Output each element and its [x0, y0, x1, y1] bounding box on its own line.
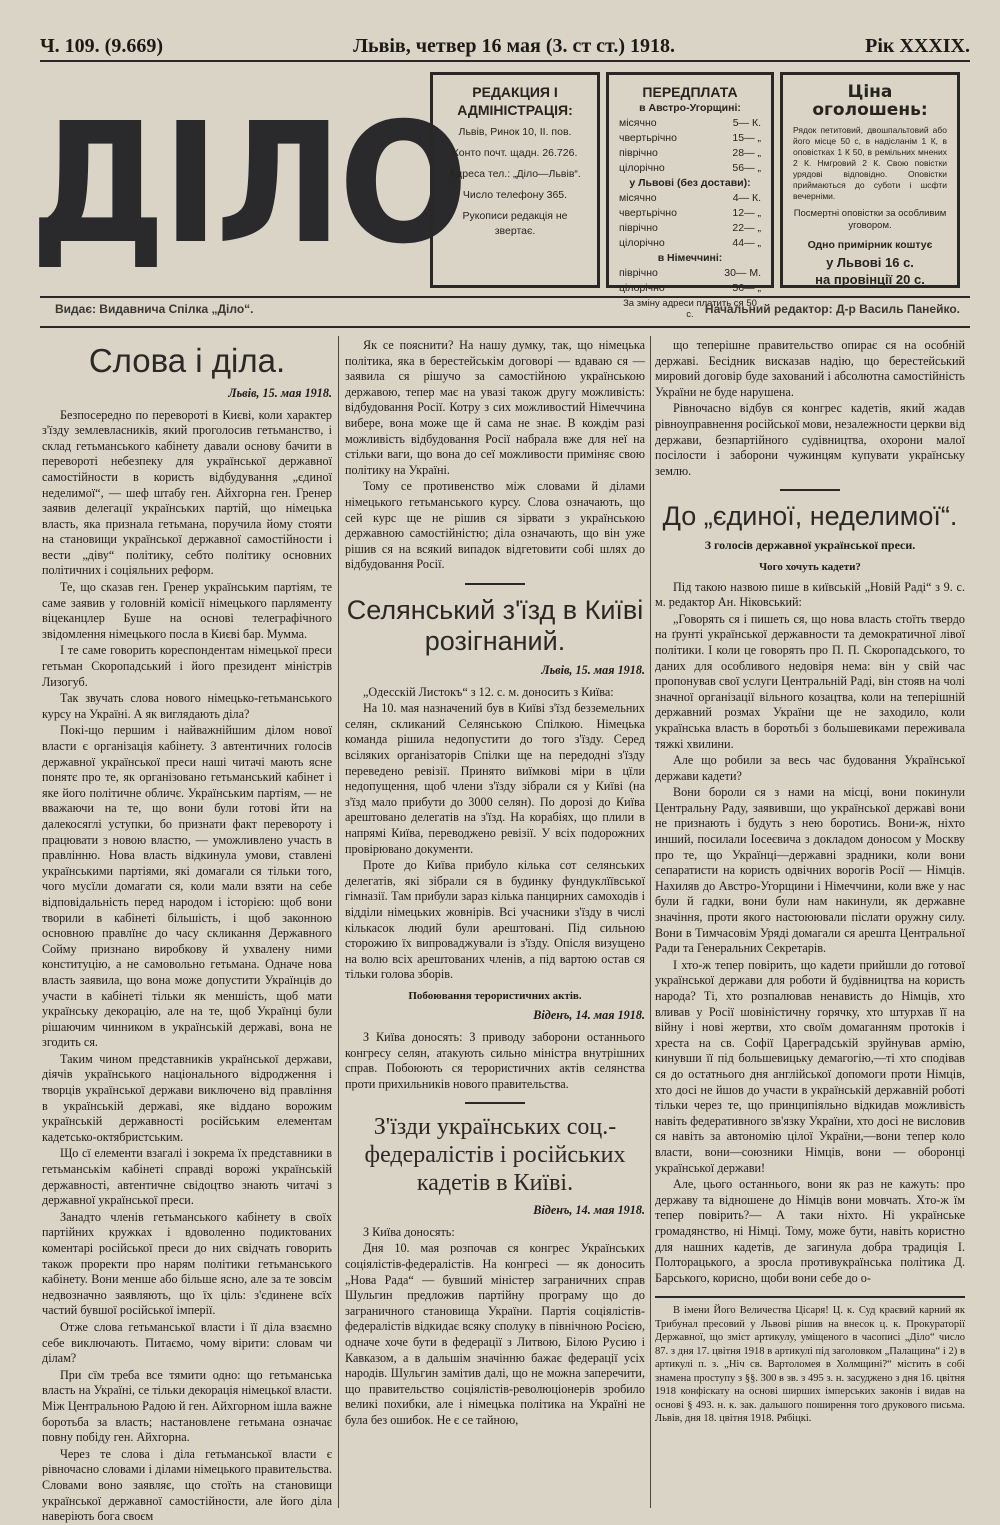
issue-number: Ч. 109. (9.669)	[40, 34, 163, 57]
subscription-box	[606, 72, 774, 320]
top-info-line	[40, 32, 970, 62]
price-value: 56— „	[732, 282, 761, 294]
paragraph: Але що робили за весь час будовання Української держави кадети?	[655, 753, 965, 783]
paragraph: Вони бороли ся з нами на місці, вони покинули Центральну Раду, заявивши, що української державі вони не признають і будуть з нею боротись. Вони-ж, ніхто инший, посилали Іосеєвича з докладом доносом у Москву про те, що Українці—державні зрадники, коли вони сепаратисти на користь одвічних ворогів Росії — Німців. Нахиляв до Австро-Угорщини і Німеччини, коли вже у нас були й гадки, вони були нам накинули, як державне значіння, проти якого настоюювали післати оружну силу. Вони в Тимчасовім Уряді домагали ся арешта Центральної Ради та Генеральних Секретарів.	[655, 785, 965, 956]
ads-rates: Рядок петитовий, двошпальтовий або його місце 50 с, в надісланім 1 К, в оповістках 1 К 50, в ремільних мнених 2 К. Нмгровий 2 К. Свою повістки урядові відповідно. Оповістки приймаються до суботи і шсфти вечерніми.	[793, 125, 947, 201]
subscription-title: ПЕРЕДПЛАТА	[642, 84, 738, 100]
price-row	[619, 236, 761, 251]
paragraph: Тому се противенство між словами й ділами німецького гетьманського курсу. Слова означають, що сей курс ще не рішив ся зірвати з українською державною самостійністю; діла означають, що він уже рішив ся на всякий випадок відгетовити собі шлях до відбудовання Росії.	[345, 479, 645, 572]
article-subtitle: З голосів державної української преси.	[704, 538, 916, 553]
paragraph: „Одесскій Листокъ“ з 12. с. м. доносить з Київа:	[363, 684, 614, 699]
redaction-telegraph: Адреса тел.: „Діло—Львів“.	[449, 168, 581, 180]
subscription-austria-rows	[619, 116, 761, 176]
paragraph: „Говорять ся і пишеть ся, що нова власть стоїть твердо на ґрунті української державности та демократичної лівої політики. І коли це говорять про П. П. Скоропадського, то даних для особливого недовіря нема: він у свій час пропонував свої услуги Центральній Раді, він стояв на чолі значної організації вільного козацтва, коли на теперішній державний розмах України ще не заходило, коли українська власть в боротьбі з большевиками переживала тяжкі хвилини.	[655, 611, 965, 751]
redaction-account: Конто почт. щадн. 26.726.	[452, 147, 578, 159]
price-row	[619, 221, 761, 236]
section-divider	[465, 1102, 525, 1104]
article-dateline: Віденъ, 14. мая 1918.	[533, 1008, 645, 1023]
ads-box	[780, 72, 960, 288]
subscription-lviv-title: у Львові (без достави):	[629, 177, 751, 189]
price-period: цілорічно	[619, 282, 665, 294]
subscription-germany-rows	[619, 266, 761, 296]
price-row	[619, 191, 761, 206]
subscription-note: За зміну адреси платить ся 50 с.	[623, 298, 757, 320]
article-dateline: Віденъ, 14. мая 1918.	[533, 1203, 645, 1218]
paragraph: З Київа доносять:	[363, 1224, 455, 1239]
price-value: 15— „	[732, 132, 761, 144]
redaction-note: Рукописи редакція не звертає.	[462, 210, 568, 237]
subscription-lviv-rows	[619, 191, 761, 251]
price-row	[619, 131, 761, 146]
issue-year: Рік XXXIX.	[865, 34, 970, 57]
paragraph: Рівночасно відбув ся конгрес кадетів, який жадав рівноуправнення російської мови, незалежности церкви від держави, безпартійного судівництва, охорони малої посілости і заборони чужинцям купувати українську землю.	[655, 401, 965, 478]
paragraph: Отже слова гетьманської власти і її діла взаємно себе виключають. Питаємо, чому вірити: словам чи ділам?	[42, 1319, 332, 1366]
subscription-germany-title: в Німеччині:	[657, 252, 723, 264]
masthead-divider	[40, 296, 970, 298]
masthead-title: ДІЛО	[30, 88, 465, 281]
paragraph: Занадто членів гетьманського кабінету в своїх партійних кружках і вдоволенно подиктованих коментарі російської преси до них свідчать говорить також проректи про нарям політики гетьманського кабінету. Вони менше або більше ясно, але за те зовсім недвозначно заявляють, що їх ціль: з'єдинене всїх частий бувшої російської імперії.	[42, 1209, 332, 1318]
redaction-title: РЕДАКЦИЯ І АДМІНІСТРАЦІЯ:	[457, 84, 573, 118]
column-2	[345, 338, 645, 1508]
paragraph: При сїм треба все тямити одно: що гетьманська власть на Україні, се тільки декорація німецької власти. Між Центральною Радою й ген. Айхгорном ішла важне боротьба за власть; настановлене гетьмана означає повну побіду ген. Айхгорна.	[42, 1367, 332, 1445]
paragraph: Але, цього останнього, вони як раз не кажуть: про державу та відношене до Німців вони мовчать. Хто-ж їм тепер повірить?— А таки ніхто. Ні українське громадянство, ні Німці. Тому, може бути, навіть користно для нашних кадетів, де загинула добра традиція І. Полторацького, а зросла противукраїнська політика Д. Барського, корисно, щоби вони себе до о-	[655, 1177, 965, 1285]
price-value: 4— К.	[732, 192, 761, 204]
column-3	[655, 338, 965, 1508]
issue-date: Львів, четвер 16 мая (3. ст ст.) 1918.	[353, 34, 676, 57]
paragraph: Що сї елементи взагалі і зокрема їх представники в гетьманськім кабінеті справді ворожі українській державності, автентичне свідоцтво знають читачі з державної української преси.	[42, 1146, 332, 1208]
price-title: Одно примірник коштує	[807, 239, 933, 251]
article-title-selianskyi: Селянський з'їзд в Київі розігнаний.	[346, 594, 644, 656]
price-row	[619, 116, 761, 131]
publisher-name: Видає: Видавнича Спілка „Діло“.	[55, 302, 254, 316]
price-period: цілорічно	[619, 162, 665, 174]
paragraph: Через те слова і діла гетьманської власти є рівночасно словами і ділами німецького правительства. Словами воно заявляє, що стоїть на становищи української державної самостійности, але його діла наверіють бога своєм	[42, 1446, 332, 1524]
price-period: чвертьрічно	[619, 207, 677, 219]
header-bottom-rule	[40, 326, 970, 328]
paragraph: Таким чином представників української держави, діячів українського національного відродження і творців української держави виключено від правління в українській державі, яке віддано ворожим українській державності російським елементам кадетсько-октябристським.	[42, 1051, 332, 1144]
price-period: піврічно	[619, 222, 658, 234]
price-value: 56— „	[732, 162, 761, 174]
price-period: цілорічно	[619, 237, 665, 249]
publisher-line	[55, 302, 960, 322]
price-period: піврічно	[619, 147, 658, 159]
paragraph: Так звучать слова нового німецько-гетьманського курсу на Україні. А як виглядають діла?	[42, 691, 332, 721]
section-divider	[465, 583, 525, 585]
price-lviv: у Львові 16 с.	[826, 255, 914, 270]
paragraph: З Київа доносять: З приводу заборони останнього конгресу селян, атакують сильно міністра внутрішних справ. Побоюють ся терористичних актів селянства проти прихильників нового правительства.	[345, 1030, 645, 1091]
paragraph: Дня 10. мая розпочав ся конгрес Українських соціялістів-федералістів. На конгресі — як доносить „Нова Рада“ — бувший міністер заграничних справ Шульгин предложив партійну програму що до заграничного становища України. Партія соціялістів-федералістів відкидає всяку сполуку в північною Росією, одначе хоче бути в федерації з Литвою, Білою Русию і Кавказом, а в дальшім значінню бажає федерації усіх народів. Шульгин замітив далі, що не можна заперечити, що правительство соціялістів-революціонерів зробило великі похибки, але і німецька політика на Україні не була без ошибок. Не є се тайною,	[345, 1241, 645, 1427]
price-row	[619, 146, 761, 161]
redaction-address: Львів, Ринок 10, II. пов.	[458, 126, 572, 138]
price-value: 5— К.	[732, 117, 761, 129]
paragraph: Під такою назвою пише в київській „Новій Раді“ з 9. с. м. редактор Ан. Ніковський:	[655, 579, 965, 610]
price-row	[619, 161, 761, 176]
article-subsubtitle: Чого хочуть кадети?	[759, 560, 861, 573]
paragraph: На 10. мая назначений був в Київі з'їзд безземельних селян, скликаний Селянською Спілкою. Німецька команда рішила недопустити до того з'їзду. Серед всіляких організаторів Спілки ще на передодні з'їзду переведено ревізії. Принято виїмкові міри в цїли недопущення, щоб члени з'їзду зібрали ся у Київі (на з'їзд мало прибути до 3000 селян). По дорозі до Київа арештовано делегатів на з'їзд. На корабіях, що плили в напрямі Київа, переводжено ревізії. У всіх подорожних провірювано документи.	[345, 701, 645, 856]
column-divider-2	[650, 336, 651, 1508]
section-divider	[780, 489, 840, 491]
price-period: місячно	[619, 117, 657, 129]
price-period: піврічно	[619, 267, 658, 279]
redaction-box	[430, 72, 600, 288]
subscription-austria-title: в Австро-Угорщині:	[639, 102, 741, 114]
court-notice: В імени Його Величества Цісаря! Ц. к. Суд краєвий карний як Трибунал пресовий у Львові рішив на внесок ц. к. Прокураторії Державної, що зміст артикулу, уміщеного в часописі „Діло“ число 87. з дня 17. цвітня 1918 в артикулі під заголовком „Палащина“ і 2) в артикулі п. з. „Ніч св. Вартоломея в Холмщині?“ містить в собі знамена проступу з §§. 300 в зв. з 495 з. н. засуджено з дня 16. цвітня 1918 конфіскату на основі ширших імперських законів і видав на основі § 493. н. к. зак. дальшого поширення того друкового письма. Львів, дня 18. цвітня 1918. Рябіцкі.	[655, 1296, 965, 1426]
price-value: 12— „	[732, 207, 761, 219]
article-title-terror: Побоювання терористичних актів.	[408, 989, 582, 1002]
column-1	[42, 338, 332, 1524]
paragraph: І те саме говорить кореспондентам німецької преси гетьман Скоропадський і його президент міністрів Лизогуб.	[42, 643, 332, 689]
price-period: чвертьрічно	[619, 132, 677, 144]
article-dateline: Львів, 15. мая 1918.	[541, 663, 645, 677]
article-title-yedynoi: До „єдиної, неделимої“.	[662, 501, 958, 532]
price-value: 22— „	[732, 222, 761, 234]
article-dateline: Львів, 15. мая 1918.	[228, 385, 332, 400]
redaction-phone: Число телефону 365.	[462, 189, 568, 201]
price-row	[619, 266, 761, 281]
price-province: на провінції 20 с.	[815, 272, 925, 287]
paragraph: Як се пояснити? На нашу думку, так, що німецька політика, яка в берестейськім договорі — вдаваю ся — заявила ся рішучо за самостійною українською державою, тепер має на увазі також другу можливість: відбудовання Росії. Котру з сих можливостий Німеччина вибере, вона може ще й сама не знає. В кождім разі можливість відбудовання Росії набрала вже для неї на стільки ваги, що вона до сеї можливости приміняє свою політику на Україні.	[345, 338, 645, 477]
paragraph: Проте до Київа прибуло кілька сот селянських делегатів, які зібрали ся в будинку фундуклїївської гімназії. Там прибули зараз кілька панцирних самоходів і відділи німецьких жовнірів. Всі учасники з'їзду в числі кількасок людий були арештовані. Під сильною сторожию їх випроваджували із з'їзду. Опісля визущено на волю всіх арештованих членів, а під вартою остав ся тільки голова зборів.	[345, 858, 645, 982]
price-row	[619, 206, 761, 221]
column-divider-1	[338, 336, 339, 1508]
price-period: місячно	[619, 192, 657, 204]
paragraph: Покі-що першим і найважнійшим ділом нової власти є організація кабінету. З автентичних голосів державної української преси наші читачі мають ясне понятє про те, як організовано гетьманський кабінет і яке його політичне обличє. Українським партіям, — не вважаючи на те, що вони були готові йти на далекосяглі уступки, бо признати факт перевороту і працювати з новою властю, — уможливлено участь в правлінню. Нова власть відкинула умови, ставлені українськими партіями, які домагали ся тільки того, чого мусїли домагати ся, коли мали взяти на себе відповідальність перед народом і історією: щоб вони творили в кабінеті більшість, і щоб законною основною правлїнє до часу скликання Державного Сойму признано виробкову й ухвалену ними конституцію, а не самовольно гетьмана. Одначе нова власть заявила, що вона може допустити Українців до участи в кабінеті тільки як меншість, щоб мати українську декорацію, але на те, щоб Українці були рішаючим чинником в українській державі, вона не згодить ся.	[42, 723, 332, 1050]
article-title-zizdy: З'їзди українських соц.-федералістів і російських кадетів в Київі.	[364, 1114, 626, 1196]
price-value: 30— М.	[724, 267, 761, 279]
price-value: 28— „	[732, 147, 761, 159]
chief-editor: Начальний редактор: Д-р Василь Панейко.	[704, 302, 960, 316]
price-row	[619, 281, 761, 296]
paragraph: Те, що сказав ген. Гренер українським партіям, те саме заявив у головній комісії німецького парляменту віцеканцлер Буше на основі телеграфічного звідомлення німецького посла в Києві бар. Мумма.	[42, 580, 332, 641]
paragraph: І хто-ж тепер повірить, що кадети прийшли до готової української держави для роботи й будівництва на користь народа? Ті, хто розпалював ненависть до Німців, хто вливав у Росії шовіністичну горячку, хто штурхав її на війну і нові жертви, хто своїм домаганням протоків і хреста на св. Софії Цареградській зруйнував армію, кинувши її під большевицьку демагогію,—ті хто сподівав ся до остатнього дня англійської допомоги проти Німців, хто досі не йшов до участи в українській державній роботі тільки через те, що принципіяльно відкидав можливість навіть федеративного зв'язку України, хто досі не висловив ся навіть за автономію цілої України,—вони тепер коло власти, вони—союзники Німців, вони — оборонці української держави!	[655, 957, 965, 1175]
article-title-slova: Слова і діла.	[88, 342, 286, 379]
ads-title: Ціна оголошень:	[812, 82, 928, 120]
paragraph: що теперішне правительство опирає ся на особній державі. Бесідник висказав надію, що берестейський мировий договір буде захований і абсолютна самостійність України не буде нарушена.	[655, 338, 965, 399]
ads-note: Посмертні оповістки за особливим уговором.	[793, 208, 947, 231]
price-value: 44— „	[732, 237, 761, 249]
paragraph: Безпосередно по перевороті в Києві, коли характер з'їзду землевласників, який проголосив гетьманство, і склад гетьманського кабінету давали основу бачити в перевороті небезпеку для української державної самостійности в користь відбудування „єдиної неделимої“, — шеф штабу ген. Айхгорна ген. Гренер заявив делегації українських партій, що німецька власть, яка признала гетьмана, поручила йому стояти на становищи української державної самостійности і вести „діву“ політику, себто політику основних політичних і соціяльних реформ.	[42, 407, 332, 578]
